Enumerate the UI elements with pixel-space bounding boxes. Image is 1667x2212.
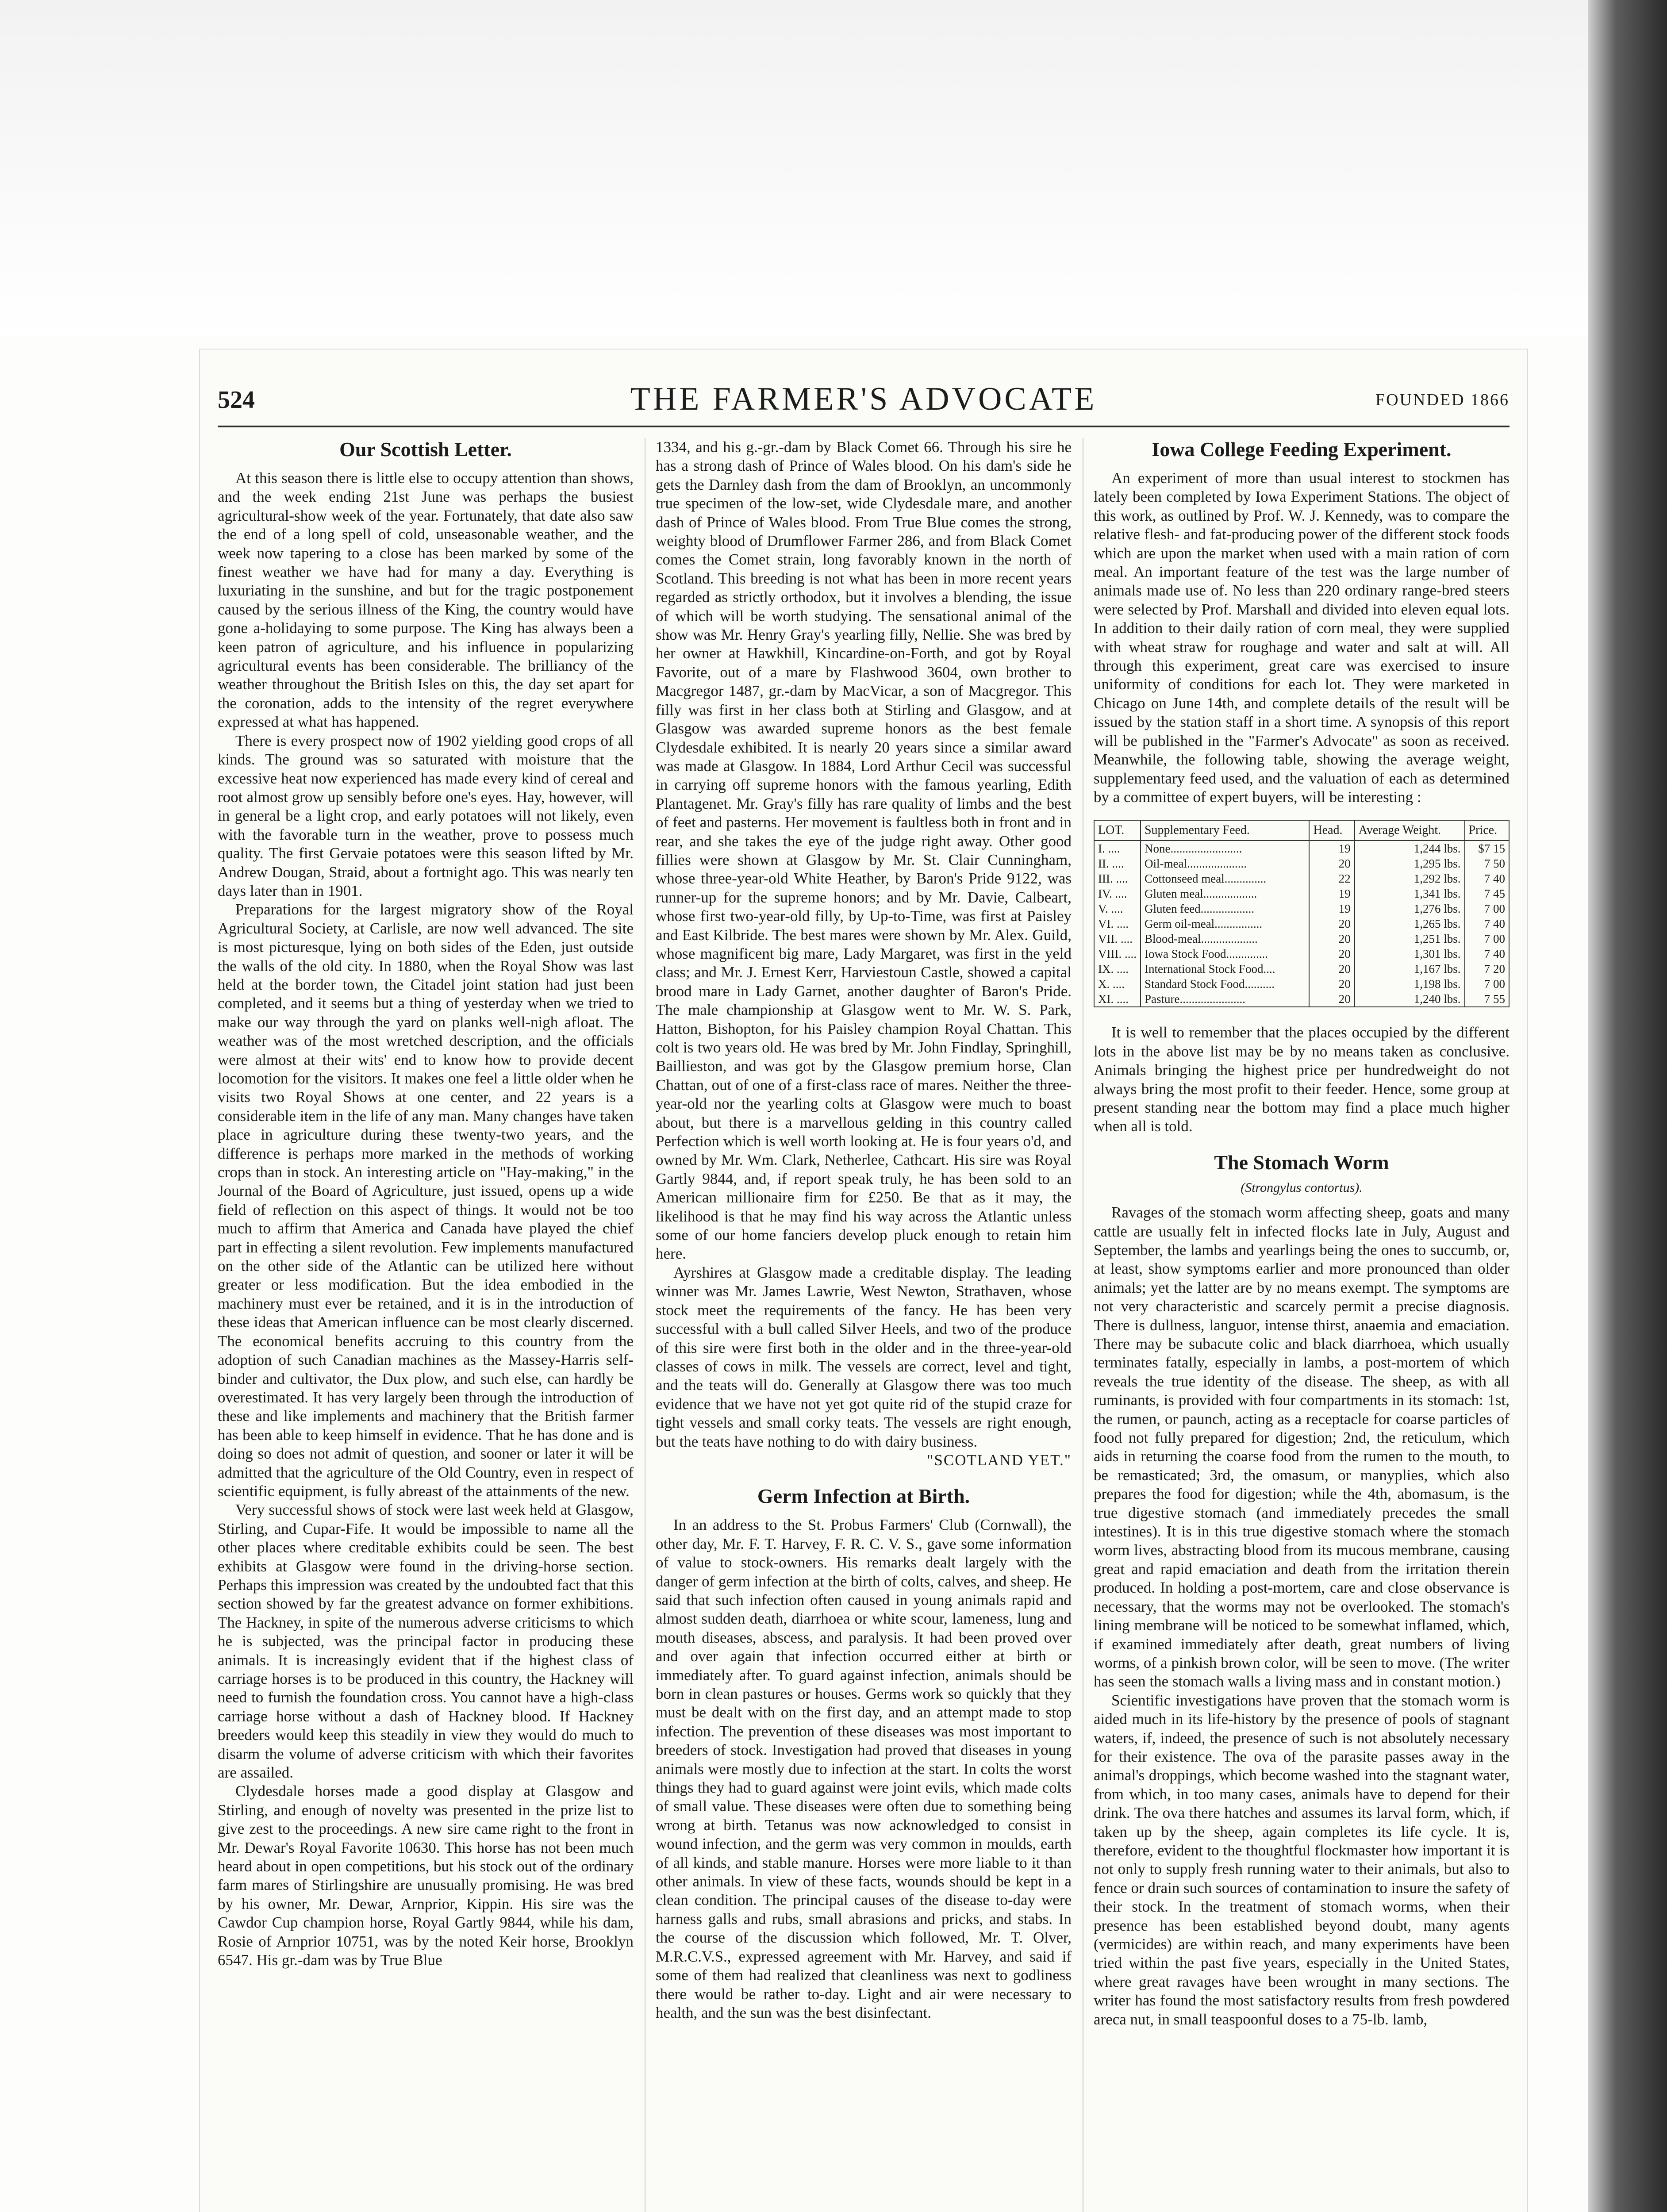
feeding-results-table: [1094, 820, 1510, 1007]
scan-binding-edge: [1588, 0, 1667, 2212]
column-header: Supplementary Feed.: [1141, 820, 1309, 841]
article-paragraph: At this season there is little else to occupy attention than shows, and the week ending 21st June was perhaps the busiest agricultural-show week of the year. Fortunately, that date also saw the end of a long spell of cold, unseasonable weather, and the week now tapering to a close has been marked by some of the finest weather we have had for many a day. Everything is luxuriating in the sunshine, and but for the tragic postponement caused by the serious illness of the King, the country would have gone a-holidaying to some purpose. The King has always been a keen patron of agriculture, and his influence in popularizing agricultural events has been considerable. The brilliancy of the weather throughout the British Isles on this, the day set apart for the coronation, adds to the intensity of the regret everywhere expressed at what has happened.: [218, 469, 634, 731]
table-row: [1094, 961, 1509, 976]
table-cell: IV. ....: [1094, 886, 1141, 901]
article-paragraph: 1334, and his g.-gr.-dam by Black Comet 66. Through his sire he has a strong dash of Prince of Wales blood. On his dam's side he gets the Darnley dash from the dam of Brooklyn, an uncommonly true specimen of the low-set, wide Clydesdale mare, and another dash of Prince of Wales blood. From True Blue comes the strong, weighty blood of Drumflower Farmer 286, and from Black Comet comes the Comet strain, long favorably known in the north of Scotland. This breeding is not what has been in more recent years regarded as strictly orthodox, but it involves a blending, the issue of which will be worth studying. The sensational animal of the show was Mr. Henry Gray's yearling filly, Nellie. She was bred by her owner at Hawkhill, Kincardine-on-Forth, and got by Royal Favorite, out of a mare by Flashwood 3604, own brother to Macgregor 1487, gr.-dam by MacVicar, a son of Macgregor. This filly was first in her class both at Stirling and Glasgow, and at Glasgow was awarded supreme honors as the best female Clydesdale exhibited. It is nearly 20 years since a similar award was made at Glasgow. In 1884, Lord Arthur Cecil was successful in carrying off supreme honors with the famous yearling, Edith Plantagenet. Mr. Gray's filly has rare quality of limbs and the best of feet and pasterns. Her movement is faultless both in front and in rear, and she takes the eye of the judge right away. Other good fillies were shown at Glasgow by Mr. St. Clair Cunningham, whose three-year-old White Heather, by Baron's Pride 9122, was runner-up for the supreme honors; and by Mr. Davie, Calbeart, whose first two-year-old filly, by Up-to-Time, was first at Paisley and East Kilbride. The best mares were shown by Mr. Alex. Guild, whose magnificent big mare, Lady Margaret, was first in the yeld class; and Mr. J. Ernest Kerr, Harviestoun Castle, showed a capital brood mare in Lady Garnet, another daughter of Baron's Pride. The male championship at Glasgow went to Mr. W. S. Park, Hatton, Bishopton, for his Paisley champion Royal Chattan. This colt is two years old. He was bred by Mr. John Findlay, Springhill, Baillieston, and was got by the Glasgow premium horse, Clan Chattan, out of one of a first-class race of mares. Neither the three-year-old nor the yearling colts at Glasgow were much to boast about, but there is a marvellous gelding in this country called Perfection which is well worth looking at. He is four years o'd, and owned by Mr. Wm. Clark, Netherlee, Cathcart. His sire was Royal Gartly 9844, and, if report speak truly, he has been sold to an American millionaire firm for £250. Be that as it may, the likelihood is that he may find his way across the Atlantic unless some of our home fanciers develop pluck enough to retain him here.: [656, 438, 1072, 1263]
table-cell: 20: [1309, 916, 1354, 931]
header-rule: [218, 426, 1510, 427]
table-cell: I. ....: [1094, 841, 1141, 856]
article-paragraph: There is every prospect now of 1902 yielding good crops of all kinds. The ground was so saturated with moisture that the excessive heat now experienced has made every kind of cereal and root almost grow up sensibly before one's eyes. Hay, however, will in general be a light crop, and early potatoes will not likely, even with the favorable turn in the weather, prove to possess much quality. The first Gervaie potatoes were this season lifted by Mr. Andrew Dougan, Straid, about a fortnight ago. This was nearly ten days later than in 1901.: [218, 732, 634, 899]
article-paragraph: Clydesdale horses made a good display at Glasgow and Stirling, and enough of novelty was presented in the prize list to give zest to the proceedings. A new sire came right to the front in Mr. Dewar's Royal Favorite 10630. This horse has not been much heard about in open competitions, but his stock out of the ordinary farm mares of Stirlingshire are unusually promising. He was bred by his owner, Mr. Dewar, Arnprior, Kippin. His sire was the Cawdor Cup champion horse, Royal Gartly 9844, while his dam, Rosie of Arnprior 10751, was by the noted Keir horse, Brooklyn 6547. His gr.-dam was by True Blue: [218, 1782, 634, 1969]
masthead-title: THE FARMER'S ADVOCATE: [630, 381, 1097, 417]
table-row: [1094, 856, 1509, 871]
article-signature: "SCOTLAND YET.": [927, 1451, 1072, 1469]
table-cell: Gluten meal..................: [1141, 886, 1309, 901]
table-cell: Cottonseed meal..............: [1141, 871, 1309, 886]
table-cell: 20: [1309, 976, 1354, 991]
table-cell: Standard Stock Food..........: [1141, 976, 1309, 991]
table-cell: 20: [1309, 856, 1354, 871]
column-header: LOT.: [1094, 820, 1141, 841]
table-cell: IX. ....: [1094, 961, 1141, 976]
table-cell: 22: [1309, 871, 1354, 886]
table-cell: 1,251 lbs.: [1355, 931, 1465, 946]
article-paragraph: Preparations for the largest migratory show of the Royal Agricultural Society, at Carlisle, are now well advanced. The site is most picturesque, lying on both sides of the Eden, just outside the walls of the old city. In 1880, when the Royal Show was last held at the border town, the Citadel joint station had just been completed, and it seems but a thing of yesterday when we tried to make our way through the yard on planks well-nigh afloat. The weather was of the most wretched description, and the officials were almost at their wits' end to know how to provide decent locomotion for the visitors. It makes one feel a little older when he visits two Royal Shows at one center, and 22 years is a considerable item in the life of any man. Many changes have taken place in agriculture during these twenty-two years, and the difference is perhaps more marked in the methods of working crops than in stock. An interesting article on "Hay-making," in the Journal of the Board of Agriculture, just issued, opens up a wide field of reflection on this aspect of things. It would not be too much to affirm that America and Canada have played the chief part in effecting a silent revolution. Few implements manufactured on the other side of the Atlantic can be utilized here without greater or less modification. But the idea embodied in the machinery must ever be retained, and it is in the introduction of these ideas that American influence can be most clearly discerned. The economical benefits accruing to this country from the adoption of such Canadian machines as the Massey-Harris self-binder and cultivator, the Dux plow, and such else, can hardly be overestimated. It has very largely been through the introduction of these and like implements and machinery that the British farmer has been able to keep himself in evidence. That he has done and is doing so does not admit of question, and sooner or later it will be admitted that the agriculture of the Old Country, even in respect of scientific equipment, is fully abreast of the attainments of the new.: [218, 901, 634, 1500]
table-cell: VI. ....: [1094, 916, 1141, 931]
table-cell: 7 00: [1465, 976, 1509, 991]
column-2: [656, 438, 1072, 2212]
article-paragraph: In an address to the St. Probus Farmers' Club (Cornwall), the other day, Mr. F. T. Harvey, F. R. C. V. S., gave some information of value to stock-owners. His remarks dealt largely with the danger of germ infection at the birth of colts, calves, and sheep. He said that such infection often caused in young animals rapid and almost sudden death, diarrhoea or white scour, lameness, lung and mouth diseases, abscess, and paralysis. It had been proved over and over again that infection occurred either at birth or immediately after. To guard against infection, animals should be born in clean pastures or houses. Germs work so quickly that they must be dealt with on the first day, and an attempt made to stop infection. The prevention of these diseases was most important to breeders of stock. Investigation had proved that diseases in young animals were mostly due to infection at the start. In colts the worst things they had to guard against were joint evils, which made colts of small value. These diseases were often due to something being wrong at birth. Tetanus was now acknowledged to consist in wound infection, and the germ was very common in moulds, earth of all kinds, and stable manure. Horses were more liable to it than other animals. In view of these facts, wounds should be kept in a clean condition. The principal causes of the disease to-day were harness galls and rubs, small abrasions and pricks, and stabs. In the course of the discussion which followed, Mr. T. Olver, M.R.C.V.S., expressed agreement with Mr. Harvey, and said if some of them had realized that cleanliness was next to godliness there would be rather to-day. Light and air were necessary to health, and the sun was the best disinfectant.: [656, 1516, 1072, 2021]
table-cell: 20: [1309, 946, 1354, 961]
founded-line: FOUNDED 1866: [1375, 391, 1510, 409]
table-cell: Iowa Stock Food..............: [1141, 946, 1309, 961]
table-cell: Gluten feed..................: [1141, 901, 1309, 916]
article-subtitle: (Strongylus contortus).: [1241, 1180, 1363, 1195]
table-cell: II. ....: [1094, 856, 1141, 871]
column-header: Head.: [1309, 820, 1354, 841]
table-cell: $7 15: [1465, 841, 1509, 856]
table-cell: 1,276 lbs.: [1355, 901, 1465, 916]
table-row: [1094, 871, 1509, 886]
table-row: [1094, 931, 1509, 946]
table-cell: 7 40: [1465, 916, 1509, 931]
table-cell: Oil-meal....................: [1141, 856, 1309, 871]
table-cell: V. ....: [1094, 901, 1141, 916]
article-title-germ-infection: Germ Infection at Birth.: [757, 1485, 970, 1508]
article-title-scottish-letter: Our Scottish Letter.: [339, 438, 512, 461]
table-cell: 20: [1309, 991, 1354, 1007]
table-row: [1094, 976, 1509, 991]
table-cell: 1,301 lbs.: [1355, 946, 1465, 961]
table-cell: XI. ....: [1094, 991, 1141, 1007]
table-cell: 19: [1309, 886, 1354, 901]
table-row: [1094, 886, 1509, 901]
table-cell: Blood-meal...................: [1141, 931, 1309, 946]
table-cell: 1,244 lbs.: [1355, 841, 1465, 856]
article-paragraph: Ravages of the stomach worm affecting sheep, goats and many cattle are usually felt in infected flocks late in July, August and September, the lambs and yearlings being the ones to succumb, or, at least, show symptoms earlier and more pronounced than older animals; yet the latter are by no means exempt. The symptoms are not very characteristic and scarcely permit a precise diagnosis. There is dullness, languor, intense thirst, anaemia and emaciation. There may be subacute colic and black diarrhoea, which usually terminates fatally, especially in lambs, a post-mortem of which reveals the true identity of the disease. The sheep, as with all ruminants, is provided with four compartments in its stomach: 1st, the rumen, or paunch, acting as a receptacle for coarse particles of food not fully prepared for digestion; 2nd, the reticulum, which aids in returning the coarse food from the rumen to the mouth, to be remasticated; 3rd, the omasum, or manyplies, which also prepares the food for digestion; while the 4th, abomasum, is the true digestive stomach (and immediately precedes the small intestines). It is in this true digestive stomach where the stomach worm lives, abstracting blood from its mucous membrane, causing great and rapid emaciation and death from the irritation therein produced. In holding a post-mortem, care and close observance is necessary, that the worms may not be overlooked. The stomach's lining membrane will be noticed to be somewhat inflamed, which, if examined immediately after death, great numbers of living worms, of a pinkish brown color, will be seen to move. (The writer has seen the stomach walls a living mass and in constant motion.): [1094, 1204, 1510, 1690]
table-row: [1094, 901, 1509, 916]
article-paragraph: Scientific investigations have proven that the stomach worm is aided much in its life-history by the presence of pools of stagnant waters, if, indeed, the presence of such is not absolutely necessary for their existence. The ova of the parasite passes away in the animal's droppings, which become washed into the stagnant water, from which, in too many cases, animals have to depend for their drink. The ova there hatches and assumes its larval form, which, if taken up by the sheep, again completes its life cycle. It is, therefore, evident to the thoughtful flockmaster how important it is not only to supply fresh running water to their animals, but also to fence or drain such sources of contamination to insure the safety of their stock. In the treatment of stomach worms, when their presence has been established beyond doubt, many agents (vermicides) are within reach, and many experiments have been tried within the past five years, especially in the United States, where great ravages have been wrought in many sections. The writer has found the most satisfactory results from fresh powdered areca nut, in small teaspoonful doses to a 75-lb. lamb,: [1094, 1691, 1510, 2028]
table-row: [1094, 991, 1509, 1007]
table-cell: 1,198 lbs.: [1355, 976, 1465, 991]
newspaper-page: [200, 349, 1527, 2212]
table-cell: 1,167 lbs.: [1355, 961, 1465, 976]
table-row: [1094, 946, 1509, 961]
article-paragraph: Ayrshires at Glasgow made a creditable display. The leading winner was Mr. James Lawrie, West Newton, Strathaven, whose stock meet the requirements of the fancy. He has been very successful with a bull called Silver Heels, and two of the produce of this sire were first both in the older and in the three-year-old classes of cows in milk. The vessels are correct, level and tight, and the teats will do. Generally at Glasgow there was too much evidence that we have not yet got quite rid of the stupid craze for tight vessels and small corky teats. The vessels are right enough, but the teats have nothing to do with dairy business.: [656, 1263, 1072, 1450]
table-cell: 7 20: [1465, 961, 1509, 976]
table-cell: 20: [1309, 931, 1354, 946]
table-cell: 1,265 lbs.: [1355, 916, 1465, 931]
table-cell: 7 45: [1465, 886, 1509, 901]
table-cell: 7 00: [1465, 931, 1509, 946]
table-cell: 1,240 lbs.: [1355, 991, 1465, 1007]
table-cell: 19: [1309, 901, 1354, 916]
article-paragraph: It is well to remember that the places occupied by the different lots in the above list may be by no means taken as conclusive. Animals bringing the highest price per hundredweight do not always bring the most profit to their feeder. Hence, some group at present standing near the bottom may find a place much higher when all is told.: [1094, 1024, 1510, 1135]
table-cell: 7 50: [1465, 856, 1509, 871]
table-cell: Pasture......................: [1141, 991, 1309, 1007]
page-header: [218, 380, 1510, 420]
article-paragraph: An experiment of more than usual interest to stockmen has lately been completed by Iowa Experiment Stations. The object of this work, as outlined by Prof. W. J. Kennedy, was to compare the relative flesh- and fat-producing power of the different stock foods which are upon the market when used with a main ration of corn meal. An important feature of the test was the large number of animals made use of. No less than 220 ordinary range-bred steers were selected by Prof. Marshall and divided into eleven equal lots. In addition to their daily ration of corn meal, they were supplied with wheat straw for roughage and water and salt at will. All through this experiment, great care was exercised to insure uniformity of conditions for each lot. They were marketed in Chicago on June 14th, and complete details of the result will be issued by the station staff in a short time. A synopsis of this report will be published in the "Farmer's Advocate" as soon as received. Meanwhile, the following table, showing the average weight, supplementary feed used, and the valuation of each as determined by a committee of expert buyers, will be interesting :: [1094, 469, 1510, 806]
table-cell: Germ oil-meal................: [1141, 916, 1309, 931]
table-header-row: [1094, 820, 1509, 841]
column-header: Average Weight.: [1355, 820, 1465, 841]
table-cell: 7 55: [1465, 991, 1509, 1007]
article-title-stomach-worm: The Stomach Worm: [1214, 1151, 1389, 1174]
table-cell: VIII. ....: [1094, 946, 1141, 961]
article-title-iowa-feeding: Iowa College Feeding Experiment.: [1152, 438, 1452, 461]
page-number: 524: [218, 386, 255, 414]
table-cell: 1,341 lbs.: [1355, 886, 1465, 901]
table-row: [1094, 916, 1509, 931]
table-cell: 7 40: [1465, 871, 1509, 886]
table-cell: 20: [1309, 961, 1354, 976]
column-3: [1094, 438, 1510, 2212]
table-cell: III. ....: [1094, 871, 1141, 886]
table-cell: 19: [1309, 841, 1354, 856]
table-cell: 1,295 lbs.: [1355, 856, 1465, 871]
table-cell: VII. ....: [1094, 931, 1141, 946]
table-cell: 7 40: [1465, 946, 1509, 961]
table-cell: 7 00: [1465, 901, 1509, 916]
table-row: [1094, 841, 1509, 856]
table-cell: International Stock Food....: [1141, 961, 1309, 976]
column-header: Price.: [1465, 820, 1509, 841]
column-1: [218, 438, 634, 2212]
table-cell: 1,292 lbs.: [1355, 871, 1465, 886]
table-cell: None........................: [1141, 841, 1309, 856]
article-paragraph: Very successful shows of stock were last week held at Glasgow, Stirling, and Cupar-Fife. It would be impossible to name all the other places where creditable exhibits could be seen. The best exhibits at Glasgow were found in the driving-horse section. Perhaps this impression was created by the undoubted fact that this section showed by far the greatest advance on former exhibitions. The Hackney, in spite of the numerous adverse criticisms to which he is subjected, was the principal factor in producing these animals. It is increasingly evident that if the highest class of carriage horses is to be produced in this country, the Hackney will need to furnish the foundation cross. You cannot have a high-class carriage horse without a dash of Hackney blood. If Hackney breeders would keep this steadily in view they would do much to disarm the volume of adverse criticism with which their favorites are assailed.: [218, 1501, 634, 1782]
table-cell: X. ....: [1094, 976, 1141, 991]
scan-top-margin: [0, 0, 1667, 336]
